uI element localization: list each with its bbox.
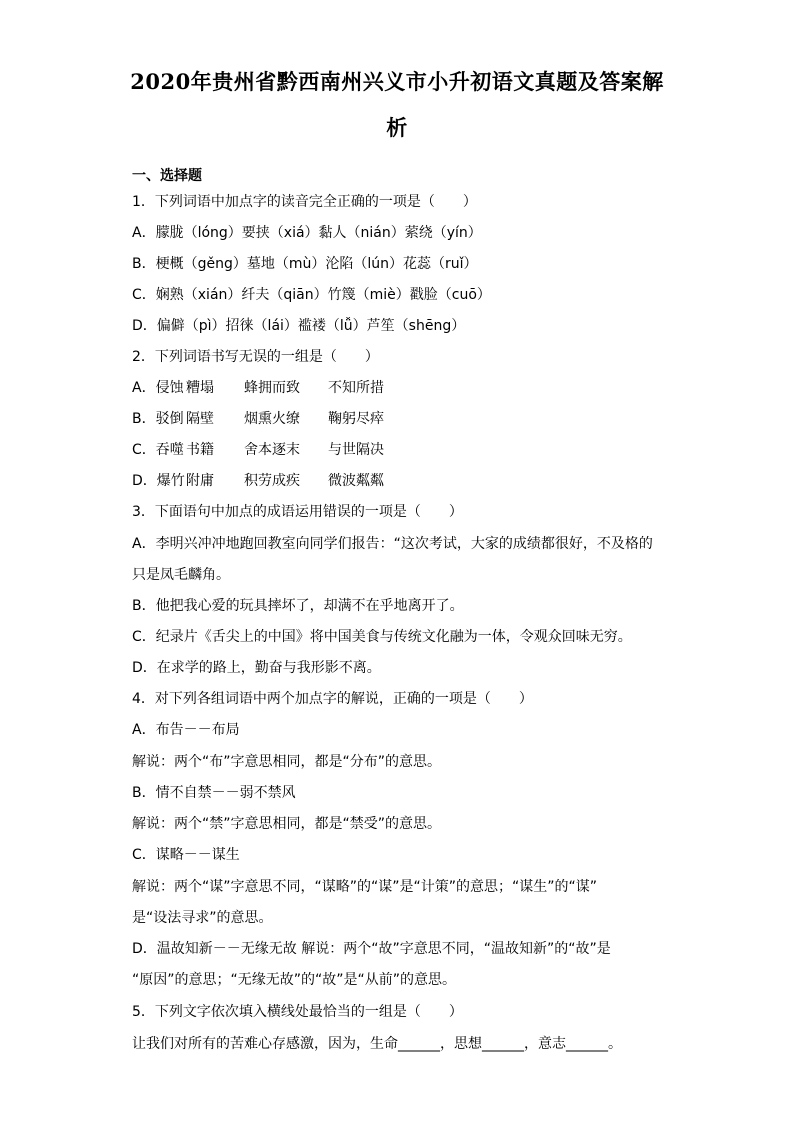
q2-b-word-2: 隔壁 [186, 411, 214, 427]
document-title-line-2: 析 [386, 115, 408, 140]
q2-option-c [132, 440, 384, 460]
q4-option-b: B．情不自禁－－弱不禁风 [132, 785, 296, 801]
q2-b-word-1: B．驳倒 [132, 411, 184, 427]
q4-option-a-explanation: 解说：两个“布”字意思相同，都是“分布”的意思。 [132, 754, 442, 770]
q4-option-a: A．布告－－布局 [132, 722, 240, 738]
q4-option-c: C．谋略－－谋生 [132, 847, 240, 863]
q2-a-word-4: 不知所措 [328, 380, 384, 396]
q2-d-word-1: D．爆竹 [132, 473, 185, 489]
q2-d-word-3: 积劳成疾 [244, 473, 300, 489]
q4-option-c-explanation-line-1: 解说：两个“谋”字意思不同，“谋略”的“谋”是“计策”的意思；“谋生”的“谋” [132, 879, 598, 895]
q3-option-a-line-2: 只是凤毛麟角。 [132, 567, 230, 583]
q5-stem: 5．下列文字依次填入横线处最恰当的一组是（ ） [132, 1004, 463, 1020]
q1-option-a: A．朦胧（lóng）要挟（xiá）黏人（nián）萦绕（yín） [132, 225, 482, 241]
q3-stem: 3．下面语句中加点的成语运用错误的一项是（ ） [132, 504, 463, 520]
document-title-line-1: 2020年贵州省黔西南州兴义市小升初语文真题及答案解 [130, 69, 664, 94]
q2-c-word-1: C．吞噬 [132, 442, 184, 458]
q2-option-a [132, 378, 384, 398]
q4-stem: 4．对下列各组词语中两个加点字的解说，正确的一项是（ ） [132, 691, 533, 707]
q2-a-word-3: 蜂拥而致 [244, 380, 300, 396]
q2-c-word-4: 与世隔决 [328, 442, 384, 458]
q3-option-d: D．在求学的路上，勤奋与我形影不离。 [132, 660, 381, 676]
q2-d-word-4: 微波粼粼 [328, 473, 384, 489]
q2-b-word-3: 烟熏火缭 [244, 411, 300, 427]
q2-a-word-2: 糟塌 [186, 380, 214, 396]
q2-option-d [132, 471, 384, 491]
q2-c-word-3: 舍本逐末 [244, 442, 300, 458]
q5-text: 让我们对所有的苦难心存感激，因为，生命______，思想______，意志______。 [132, 1036, 622, 1052]
q1-option-d: D．偏僻（pì）招徕（lái）褴褛（lǚ）芦笙（shēng） [132, 318, 466, 334]
q3-option-c: C．纪录片《舌尖上的中国》将中国美食与传统文化融为一体，令观众回味无穷。 [132, 629, 632, 645]
section-heading: 一、选择题 [132, 168, 202, 184]
q4-option-d-line-1: D．温故知新－－无缘无故 解说：两个“故”字意思不同，“温故知新”的“故”是 [132, 941, 611, 957]
q2-option-b [132, 409, 384, 429]
q1-option-c: C．娴熟（xián）纤夫（qiān）竹篾（miè）戳脸（cuō） [132, 287, 491, 303]
q3-option-a-line-1: A．李明兴冲冲地跑回教室向同学们报告：“这次考试，大家的成绩都很好，不及格的 [132, 536, 653, 552]
q4-option-d-line-2: “原因”的意思；“无缘无故”的“故”是“从前”的意思。 [132, 972, 457, 988]
q2-c-word-2: 书籍 [186, 442, 214, 458]
q2-a-word-1: A．侵蚀 [132, 380, 184, 396]
q2-d-word-2: 附庸 [186, 473, 214, 489]
q3-option-b: B．他把我心爱的玩具摔坏了，却满不在乎地离开了。 [132, 598, 464, 614]
q2-b-word-4: 鞠躬尽瘁 [328, 411, 384, 427]
q2-stem: 2．下列词语书写无误的一组是（ ） [132, 349, 379, 365]
q4-option-b-explanation: 解说：两个“禁”字意思相同，都是“禁受”的意思。 [132, 816, 442, 832]
q1-option-b: B．梗概（gěng）墓地（mù）沦陷（lún）花蕊（ruǐ） [132, 256, 478, 272]
q1-stem: 1．下列词语中加点字的读音完全正确的一项是（ ） [132, 194, 477, 210]
q4-option-c-explanation-line-2: 是“设法寻求”的意思。 [132, 910, 273, 926]
